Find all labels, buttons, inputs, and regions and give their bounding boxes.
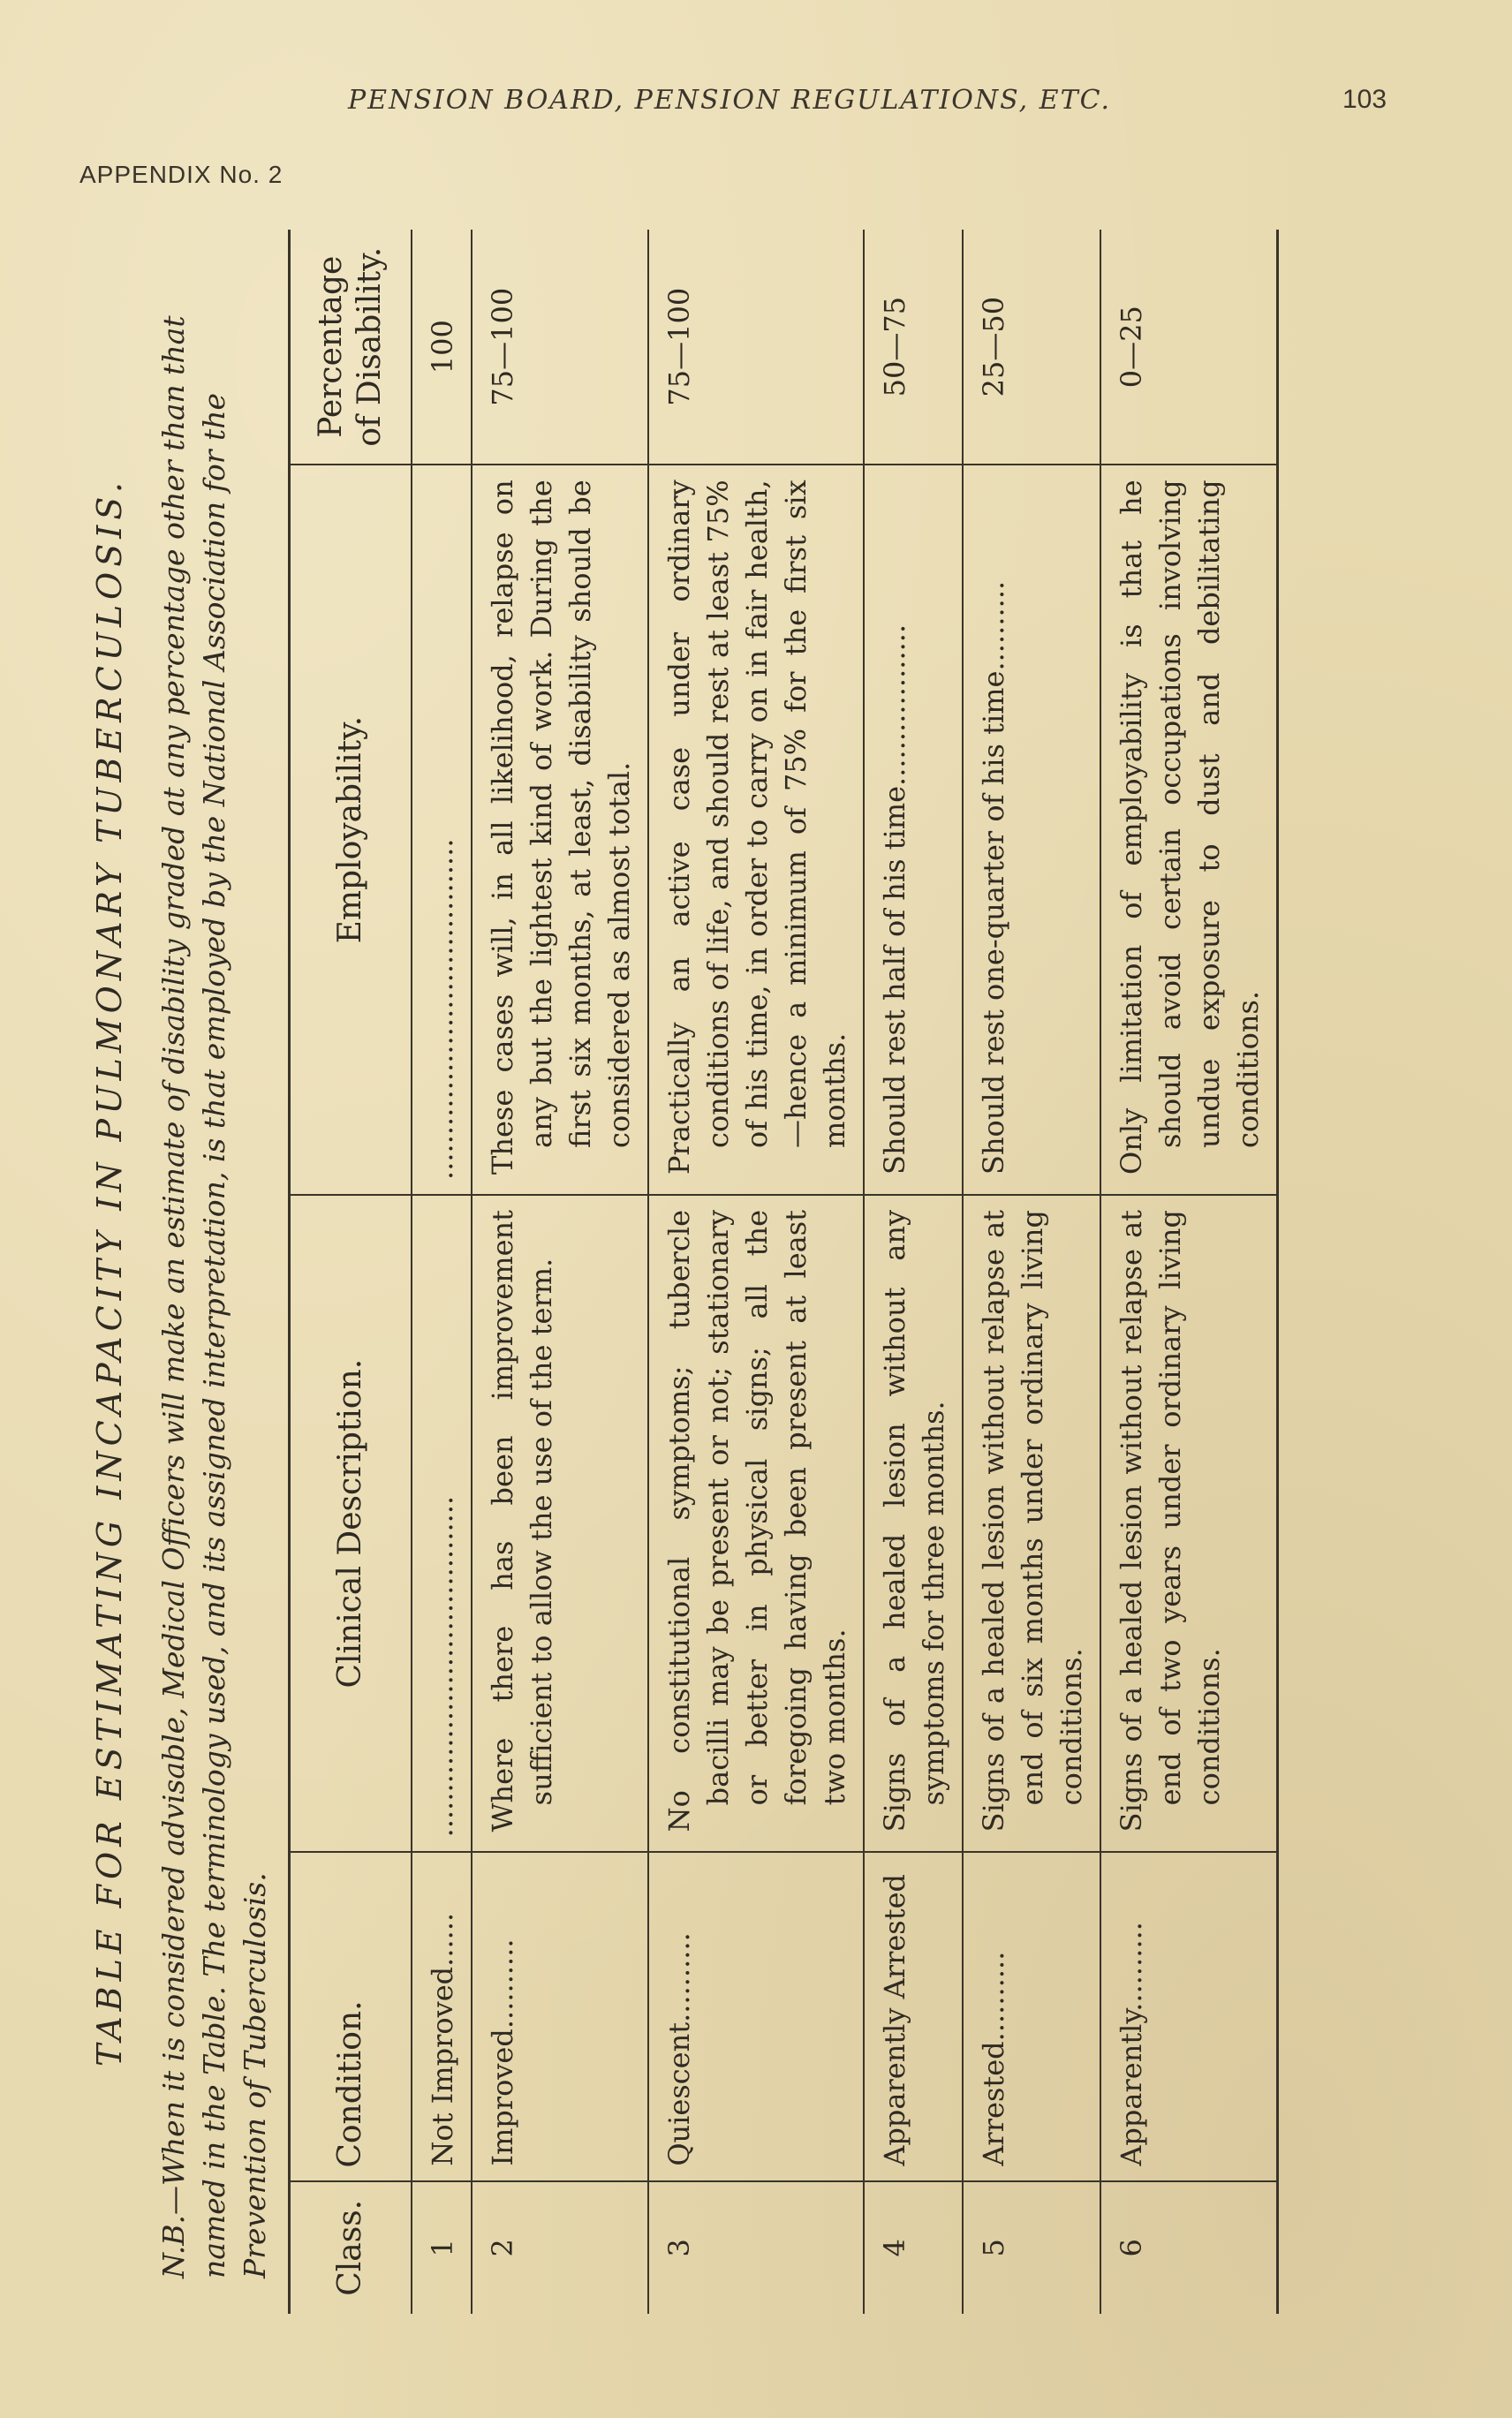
cell-class: 3: [648, 2181, 864, 2314]
cell-clinical: ......................................: [412, 1195, 472, 1852]
cell-employability: [1100, 465, 1278, 1195]
employability-text: These cases will, in all likelihood, relapse on any but the lightest kind of work. During the first six months, at least, disability should be considered as almost total.: [486, 480, 636, 1175]
table-row: [864, 230, 963, 2314]
cell-percentage: 50—75: [864, 230, 963, 465]
page-number: 103: [1342, 85, 1387, 114]
employability-text: Should rest half of his time..................: [878, 623, 911, 1175]
clinical-text: Where there has been improvement sufficient to allow the use of the term.: [486, 1209, 558, 1832]
cell-percentage: 25—50: [963, 230, 1100, 465]
incapacity-table: [288, 230, 1279, 2314]
cell-employability: ......................................: [412, 465, 472, 1195]
clinical-text: Signs of a healed lesion without relapse at end of two years under ordinary living conditions.: [1115, 1209, 1226, 1832]
clinical-text: No constitutional symptoms; tubercle bacilli may be present or not; stationary or better in physical signs; all the foregoing having been present at least two months.: [662, 1209, 851, 1832]
table-row: [472, 230, 648, 2314]
rotated-table-block: [79, 212, 1404, 2331]
cell-employability: [864, 465, 963, 1195]
header-class: Class.: [290, 2181, 412, 2314]
note-paragraph: [154, 265, 276, 2278]
appendix-label: APPENDIX No. 2: [79, 161, 284, 188]
table-row: [648, 230, 864, 2314]
cell-employability: [963, 465, 1100, 1195]
header-percentage: Percentage of Disability.: [290, 230, 412, 465]
header-condition: Condition.: [290, 1852, 412, 2180]
header-employability: Employability.: [290, 465, 412, 1195]
table-header-row: [290, 230, 412, 2314]
cell-class: 2: [472, 2181, 648, 2314]
cell-class: 4: [864, 2181, 963, 2314]
table-title: TABLE FOR ESTIMATING INCAPACITY IN PULMONARY TUBERCULOSIS.: [90, 476, 129, 2067]
cell-percentage: 0—25: [1100, 230, 1278, 465]
cell-employability: [472, 465, 648, 1195]
cell-condition: Arrested..........: [963, 1852, 1100, 2180]
cell-class: 6: [1100, 2181, 1278, 2314]
cell-class: 1: [426, 2239, 459, 2257]
table-row: [1100, 230, 1278, 2314]
note-prefix: N.B.: [156, 2215, 191, 2278]
cell-employability: [648, 465, 864, 1195]
cell-percentage: 100: [412, 230, 472, 465]
clinical-text: Signs of a healed lesion without any symptoms for three months.: [878, 1209, 950, 1832]
table-row: [412, 230, 472, 2314]
employability-text: Only limitation of employability is that he should avoid certain occupations involving undue exposure to dust and debilitating conditions.: [1115, 480, 1265, 1175]
cell-condition: Improved..........: [472, 1852, 648, 2180]
cell-condition: Not Improved......: [412, 1852, 472, 2180]
cell-clinical: [963, 1195, 1100, 1852]
cell-class: 5: [963, 2181, 1100, 2314]
cell-percentage: 75—100: [472, 230, 648, 465]
cell-clinical: [648, 1195, 864, 1852]
cell-percentage: 75—100: [648, 230, 864, 465]
cell-condition: Quiescent..........: [648, 1852, 864, 2180]
employability-text: Practically an active case under ordinary conditions of life, and should rest at least 75% of his time, in order to carry on in fair health,—hence a minimum of 75% for the first six months.: [662, 480, 851, 1175]
running-header: PENSION BOARD, PENSION REGULATIONS, ETC.: [347, 85, 1111, 116]
cell-condition: Apparently Arrested: [864, 1852, 963, 2180]
header-clinical-description: Clinical Description.: [290, 1195, 412, 1852]
table-row: [963, 230, 1100, 2314]
clinical-text: Signs of a healed lesion without relapse at end of six months under ordinary living conditions.: [977, 1209, 1088, 1832]
cell-clinical: [864, 1195, 963, 1852]
cell-clinical: [1100, 1195, 1278, 1852]
employability-text: Should rest one-quarter of his time..........: [977, 580, 1010, 1175]
cell-clinical: [472, 1195, 648, 1852]
cell-condition: Apparently..........: [1100, 1852, 1278, 2180]
note-text: —When it is considered advisable, Medical Officers will make an estimate of disability graded at any percentage other than that named in the Table. The terminology used, and its assigned interpretation, is that employed by the National Association for the Prevention of Tuberculosis.: [156, 315, 272, 2278]
